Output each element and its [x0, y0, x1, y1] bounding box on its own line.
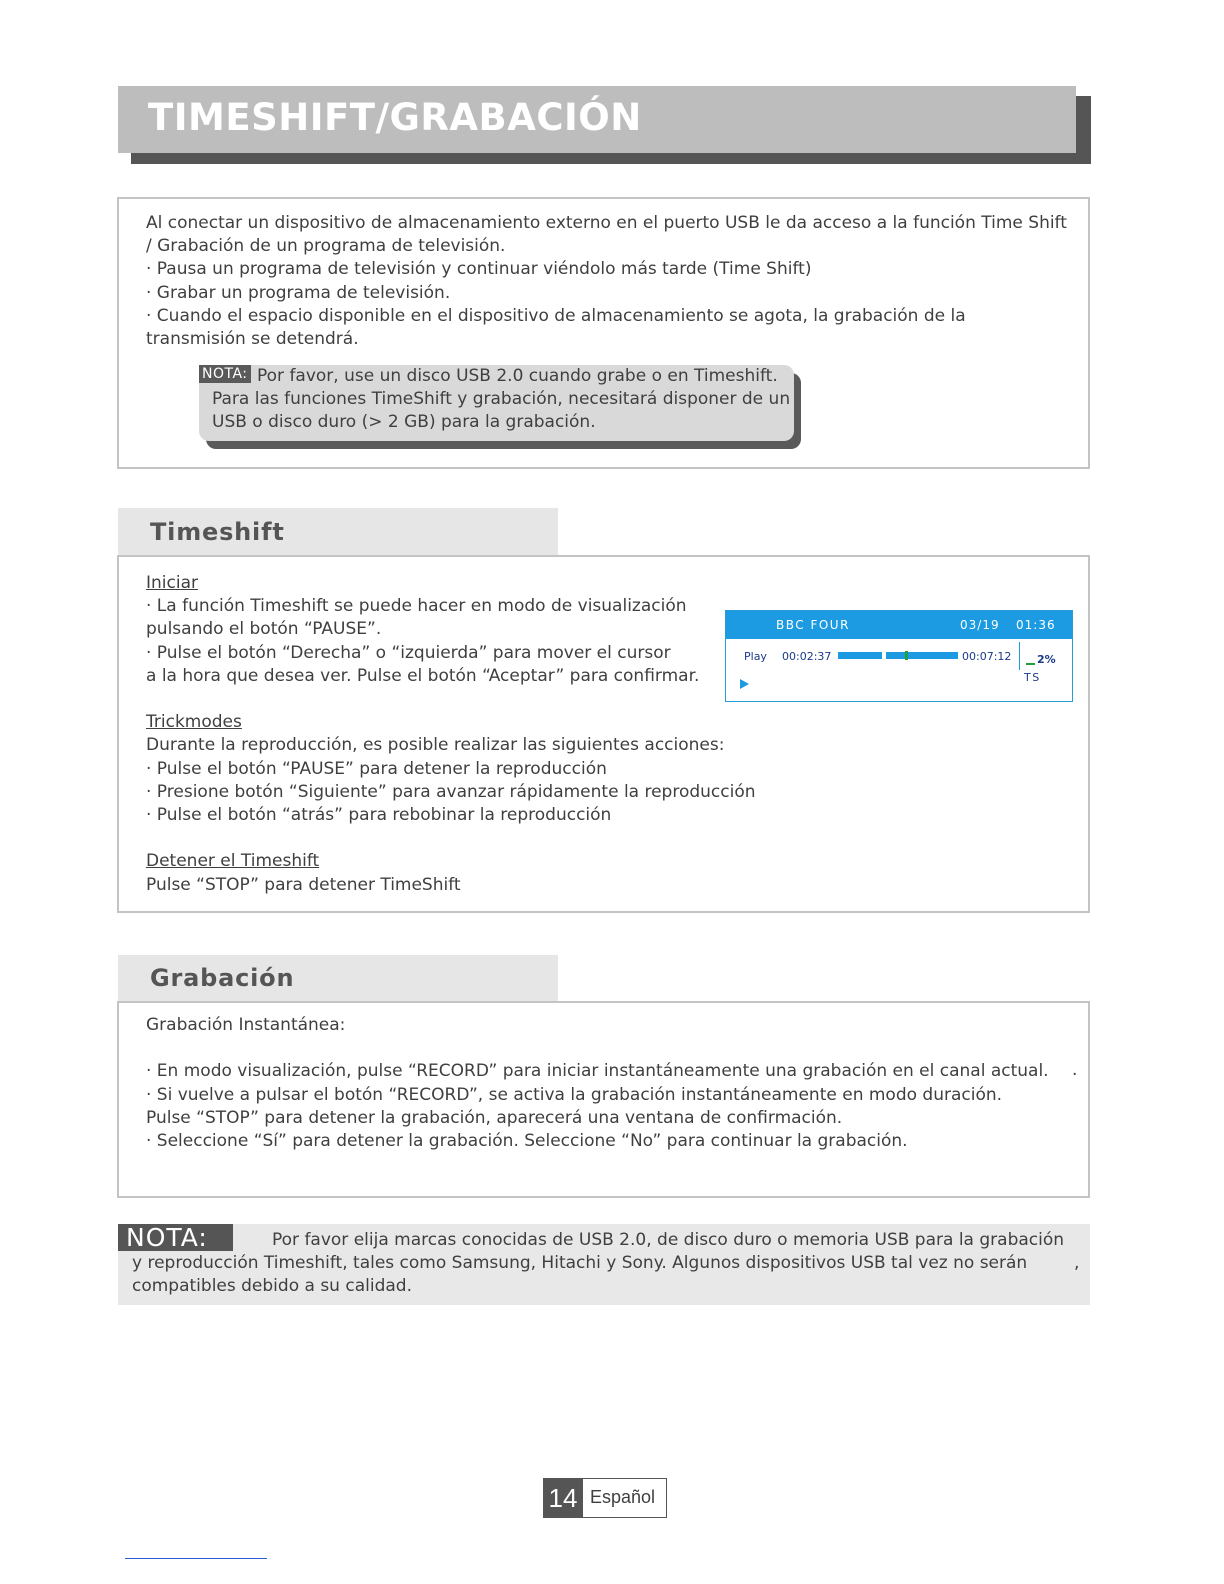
osd-progress-gap — [882, 652, 886, 659]
trick-line: · Pulse el botón “atrás” para rebobinar la reproducción — [146, 805, 612, 826]
note-line: USB o disco duro (> 2 GB) para la grabación. — [212, 412, 596, 433]
osd-mode: Play — [744, 650, 767, 663]
intro-line: / Grabación de un programa de televisión. — [146, 236, 506, 257]
bottom-note-text — [132, 1229, 1064, 1299]
bottom-note-tag: NOTA: — [118, 1224, 233, 1251]
start-line: · Pulse el botón “Derecha” o “izquierda” para mover el cursor — [146, 642, 671, 663]
grabacion-line: · Si vuelve a pulsar el botón “RECORD”, se activa la grabación instantáneamente en modo duración. — [146, 1084, 1003, 1105]
grabacion-line: · En modo visualización, pulse “RECORD” para iniciar instantáneamente una grabación en el canal actual. — [146, 1061, 1049, 1082]
note-tag: NOTA: — [199, 365, 251, 383]
intro-line: Al conectar un dispositivo de almacenamiento externo en el puerto USB le da acceso a la función Time Shift — [146, 213, 1067, 233]
grabacion-line: Pulse “STOP” para detener la grabación, aparecerá una ventana de confirmación. — [146, 1107, 843, 1128]
note-line: Por favor, use un disco USB 2.0 cuando grabe o en Timeshift. — [257, 366, 778, 386]
page-language: Español — [590, 1487, 656, 1507]
grabacion-line — [146, 1037, 1049, 1060]
intro-line: transmisión se detendrá. — [146, 329, 359, 350]
trick-line: Durante la reproducción, es posible realizar las siguientes acciones: — [146, 735, 725, 756]
start-line: pulsando el botón “PAUSE”. — [146, 619, 382, 640]
grabacion-heading: Grabación — [150, 964, 295, 992]
stop-subtitle: Detener el Timeshift — [146, 851, 320, 872]
page-title: TIMESHIFT/GRABACIÓN — [148, 96, 642, 139]
stray-mark: , — [1074, 1253, 1080, 1273]
stop-line: Pulse “STOP” para detener TimeShift — [146, 874, 461, 895]
timeshift-text — [146, 572, 756, 897]
bottom-note-line: Por favor elija marcas conocidas de USB 2.0, de disco duro o memoria USB para la grabación — [272, 1230, 1065, 1250]
trickmodes-subtitle: Trickmodes — [146, 712, 242, 733]
intro-line: · Grabar un programa de televisión. — [146, 282, 451, 303]
osd-date: 03/19 — [960, 618, 1000, 632]
osd-ts-tag: TS — [1024, 671, 1041, 684]
osd-channel: BBC FOUR — [776, 618, 850, 632]
grabacion-line: Grabación Instantánea: — [146, 1015, 346, 1035]
trick-line: · Pulse el botón “PAUSE” para detener la reproducción — [146, 758, 607, 779]
start-line: a la hora que desea ver. Pulse el botón “Aceptar” para confirmar. — [146, 665, 700, 686]
osd-time: 01:36 — [1016, 618, 1056, 632]
grabacion-line: · Seleccione “Sí” para detener la grabación. Seleccione “No” para continuar la grabación. — [146, 1131, 908, 1151]
osd-end-time: 00:07:12 — [962, 650, 1012, 663]
osd-usage-percent: 2% — [1037, 653, 1056, 666]
trick-line: · Presione botón “Siguiente” para avanzar rápidamente la reproducción — [146, 781, 756, 802]
start-line: · La función Timeshift se puede hacer en modo de visualización — [146, 596, 687, 617]
note-line: Para las funciones TimeShift y grabación, necesitará disponer de un — [212, 389, 791, 410]
intro-line: · Cuando el espacio disponible en el dispositivo de almacenamiento se agota, la grabación de la — [146, 305, 966, 326]
intro-line: · Pausa un programa de televisión y continuar viéndolo más tarde (Time Shift) — [146, 259, 812, 280]
bottom-note-line: compatibles debido a su calidad. — [132, 1276, 412, 1297]
stray-mark: . — [1072, 1060, 1078, 1080]
timeshift-osd — [725, 610, 1073, 702]
page-number: 14 — [548, 1483, 578, 1513]
osd-progress-bar — [838, 652, 958, 659]
osd-usage-bar — [1026, 663, 1035, 665]
note-callout-text — [212, 365, 790, 435]
osd-progress-cursor — [905, 651, 908, 660]
start-subtitle: Iniciar — [146, 573, 198, 593]
footer-rule — [125, 1558, 267, 1559]
grabacion-text — [146, 1014, 1049, 1153]
play-icon — [740, 679, 749, 689]
osd-divider — [1019, 642, 1020, 670]
timeshift-heading: Timeshift — [150, 518, 285, 546]
osd-current-time: 00:02:37 — [782, 650, 832, 663]
intro-text — [146, 212, 1067, 351]
bottom-note-line: y reproducción Timeshift, tales como Samsung, Hitachi y Sony. Algunos dispositivos USB tal vez no serán — [132, 1253, 1028, 1274]
